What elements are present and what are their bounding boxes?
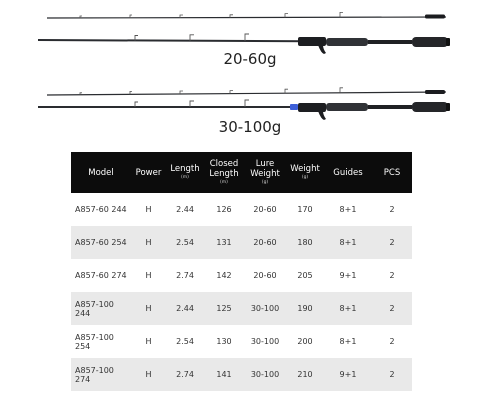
- cell-pcs: 2: [389, 205, 395, 214]
- cell-length: 2.74: [166, 358, 204, 391]
- cell-pcs: 2: [389, 271, 395, 280]
- table-header-row: [71, 152, 412, 193]
- cell-weight: 200: [297, 337, 313, 346]
- header-closed-length: Closed Length (m): [204, 152, 244, 193]
- rod-1-tip-section: [47, 12, 446, 18]
- cell-length: 2.44: [176, 205, 194, 214]
- cell-weight: 180: [286, 226, 324, 259]
- cell-length: 2.54: [176, 337, 194, 346]
- cell-closed-length: 142: [216, 271, 232, 280]
- cell-lure-weight: 30-100: [250, 337, 280, 346]
- cell-closed-length: 131: [204, 226, 244, 259]
- header-guides: Guides: [324, 152, 372, 193]
- cell-power: H: [131, 358, 166, 391]
- cell-guides: 8+1: [324, 292, 372, 325]
- cell-pcs: 2: [372, 226, 412, 259]
- cell-weight: 205: [297, 271, 313, 280]
- header-length: Length (m): [166, 152, 204, 193]
- rod-2-tip-section: [47, 88, 446, 95]
- table-row: [71, 193, 412, 226]
- cell-guides: 9+1: [339, 271, 357, 280]
- table-row: [71, 259, 412, 292]
- header-lure-weight: Lure Weight (g): [244, 152, 286, 193]
- cell-length: 2.54: [166, 226, 204, 259]
- header-weight: Weight (g): [286, 152, 324, 193]
- cell-closed-length: 125: [204, 292, 244, 325]
- cell-model: A857-100 244: [71, 292, 131, 325]
- cell-closed-length: 141: [204, 358, 244, 391]
- cell-closed-length: 130: [216, 337, 232, 346]
- cell-power: H: [145, 337, 152, 346]
- cell-weight: 170: [297, 205, 313, 214]
- cell-model: A857-100 274: [71, 358, 131, 391]
- cell-pcs: 2: [372, 292, 412, 325]
- header-power: Power: [131, 152, 166, 193]
- rod-2-butt-section: [38, 100, 450, 120]
- cell-length: 2.74: [176, 271, 194, 280]
- cell-length: 2.44: [166, 292, 204, 325]
- cell-weight: 190: [286, 292, 324, 325]
- cell-weight: 210: [286, 358, 324, 391]
- table-row: [71, 325, 412, 358]
- rod-1-lure-range: 20-60g: [223, 50, 277, 68]
- cell-power: H: [131, 292, 166, 325]
- cell-closed-length: 126: [216, 205, 232, 214]
- cell-guides: 9+1: [324, 358, 372, 391]
- cell-model: A857-100 254: [75, 332, 114, 351]
- cell-lure-weight: 20-60: [253, 205, 277, 214]
- cell-power: H: [131, 226, 166, 259]
- cell-pcs: 2: [389, 337, 395, 346]
- cell-model: A857-60 244: [75, 205, 127, 214]
- specification-table: [71, 152, 412, 391]
- cell-pcs: 2: [372, 358, 412, 391]
- table-row: [71, 226, 412, 259]
- cell-model: A857-60 254: [71, 226, 131, 259]
- rod-2-lure-range: 30-100g: [218, 118, 282, 136]
- cell-lure-weight: 30-100: [244, 358, 286, 391]
- cell-lure-weight: 30-100: [244, 292, 286, 325]
- header-pcs: PCS: [372, 152, 412, 193]
- table-row: [71, 292, 412, 325]
- cell-guides: 8+1: [339, 205, 357, 214]
- cell-model: A857-60 274: [75, 271, 127, 280]
- cell-guides: 8+1: [324, 226, 372, 259]
- cell-power: H: [145, 271, 152, 280]
- cell-guides: 8+1: [339, 337, 357, 346]
- cell-lure-weight: 20-60: [253, 271, 277, 280]
- table-row: [71, 358, 412, 391]
- header-model: Model: [71, 152, 131, 193]
- cell-lure-weight: 20-60: [244, 226, 286, 259]
- cell-power: H: [145, 205, 152, 214]
